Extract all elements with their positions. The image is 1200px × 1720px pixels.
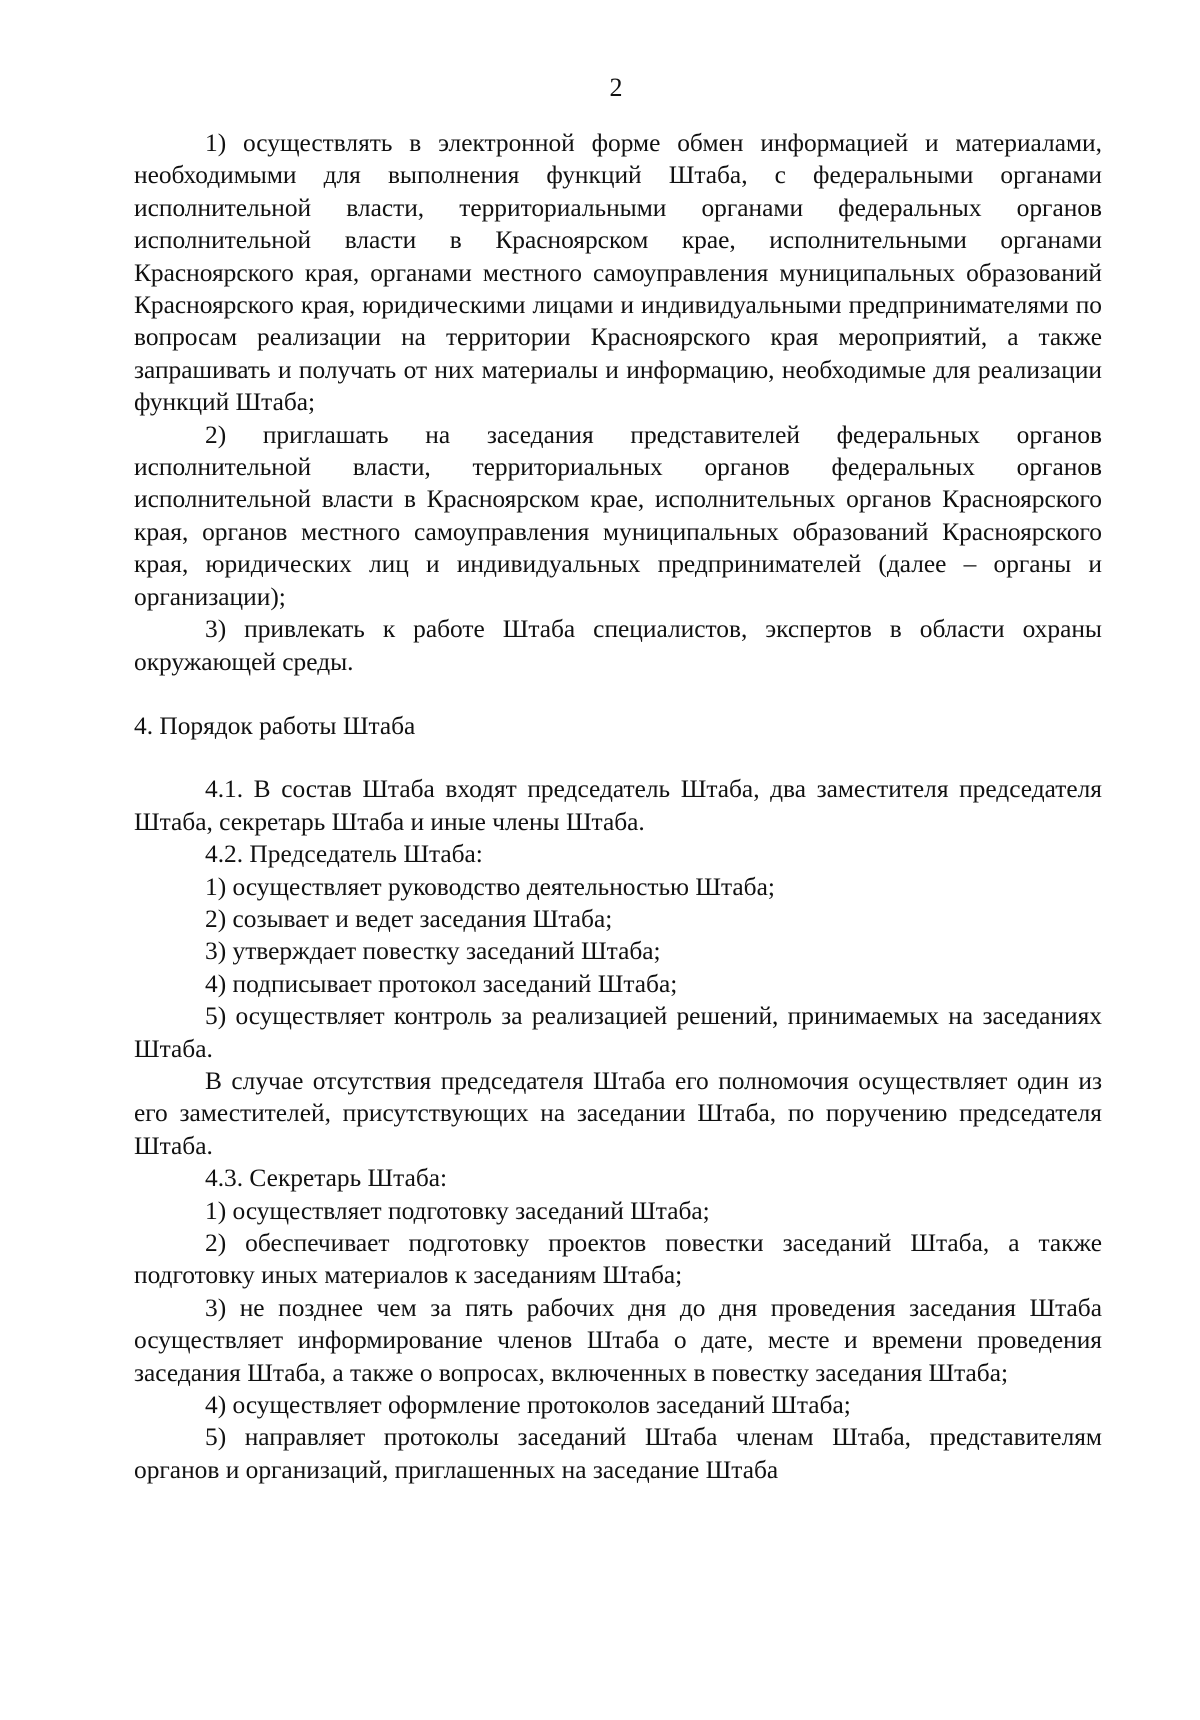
paragraph: 3) утверждает повестку заседаний Штаба; xyxy=(205,937,661,966)
paragraph: 4.2. Председатель Штаба: xyxy=(205,840,483,869)
paragraph: 4) осуществляет оформление протоколов заседаний Штаба; xyxy=(205,1391,851,1420)
paragraph: 3) не позднее чем за пять рабочих дня до дня проведения заседания Штаба осуществляет информирование членов Штаба о дате, месте и времени проведения заседания Штаба, а также о вопросах, включенных в повестку заседания Штаба; xyxy=(134,1293,1102,1387)
page-number: 2 xyxy=(609,73,623,102)
paragraph: 2) приглашать на заседания представителей федеральных органов исполнительной власти, территориальных органов федеральных органов исполнительной власти в Красноярском крае, исполнительных органов Красноярского края, органов местного самоуправления муниципальных образований Красноярского края, юридических лиц и индивидуальных предпринимателей (далее – органы и организации); xyxy=(134,420,1102,611)
paragraph: 5) осуществляет контроль за реализацией решений, принимаемых на заседаниях Штаба. xyxy=(134,1002,1102,1063)
paragraph: 4) подписывает протокол заседаний Штаба; xyxy=(205,969,678,998)
paragraph: 2) созывает и ведет заседания Штаба; xyxy=(205,904,613,933)
paragraph: 1) осуществляет подготовку заседаний Штаба; xyxy=(205,1196,710,1225)
paragraph: 4.1. В состав Штаба входят председатель Штаба, два заместителя председателя Штаба, секретарь Штаба и иные члены Штаба. xyxy=(134,775,1102,836)
paragraph: 5) направляет протоколы заседаний Штаба членам Штаба, представителям органов и организаций, приглашенных на заседание Штаба xyxy=(134,1423,1102,1484)
document-body xyxy=(134,127,1102,1486)
paragraph: В случае отсутствия председателя Штаба его полномочия осуществляет один из его заместителей, присутствующих на заседании Штаба, по поручению председателя Штаба. xyxy=(134,1066,1102,1160)
paragraph: 3) привлекать к работе Штаба специалистов, экспертов в области охраны окружающей среды. xyxy=(134,615,1102,676)
paragraph: 2) обеспечивает подготовку проектов повестки заседаний Штаба, а также подготовку иных материалов к заседаниям Штаба; xyxy=(134,1229,1102,1290)
section-heading: 4. Порядок работы Штаба xyxy=(134,711,416,740)
paragraph: 1) осуществлять в электронной форме обмен информацией и материалами, необходимыми для выполнения функций Штаба, с федеральными органами исполнительной власти, территориальными органами федеральных органов исполнительной власти в Красноярском крае, исполнительными органами Красноярского края, органами местного самоуправления муниципальных образований Красноярского края, юридическими лицами и индивидуальными предпринимателями по вопросам реализации на территории Красноярского края мероприятий, а также запрашивать и получать от них материалы и информацию, необходимые для реализации функций Штаба; xyxy=(134,129,1102,417)
paragraph: 4.3. Секретарь Штаба: xyxy=(205,1164,448,1193)
paragraph: 1) осуществляет руководство деятельностью Штаба; xyxy=(205,872,775,901)
